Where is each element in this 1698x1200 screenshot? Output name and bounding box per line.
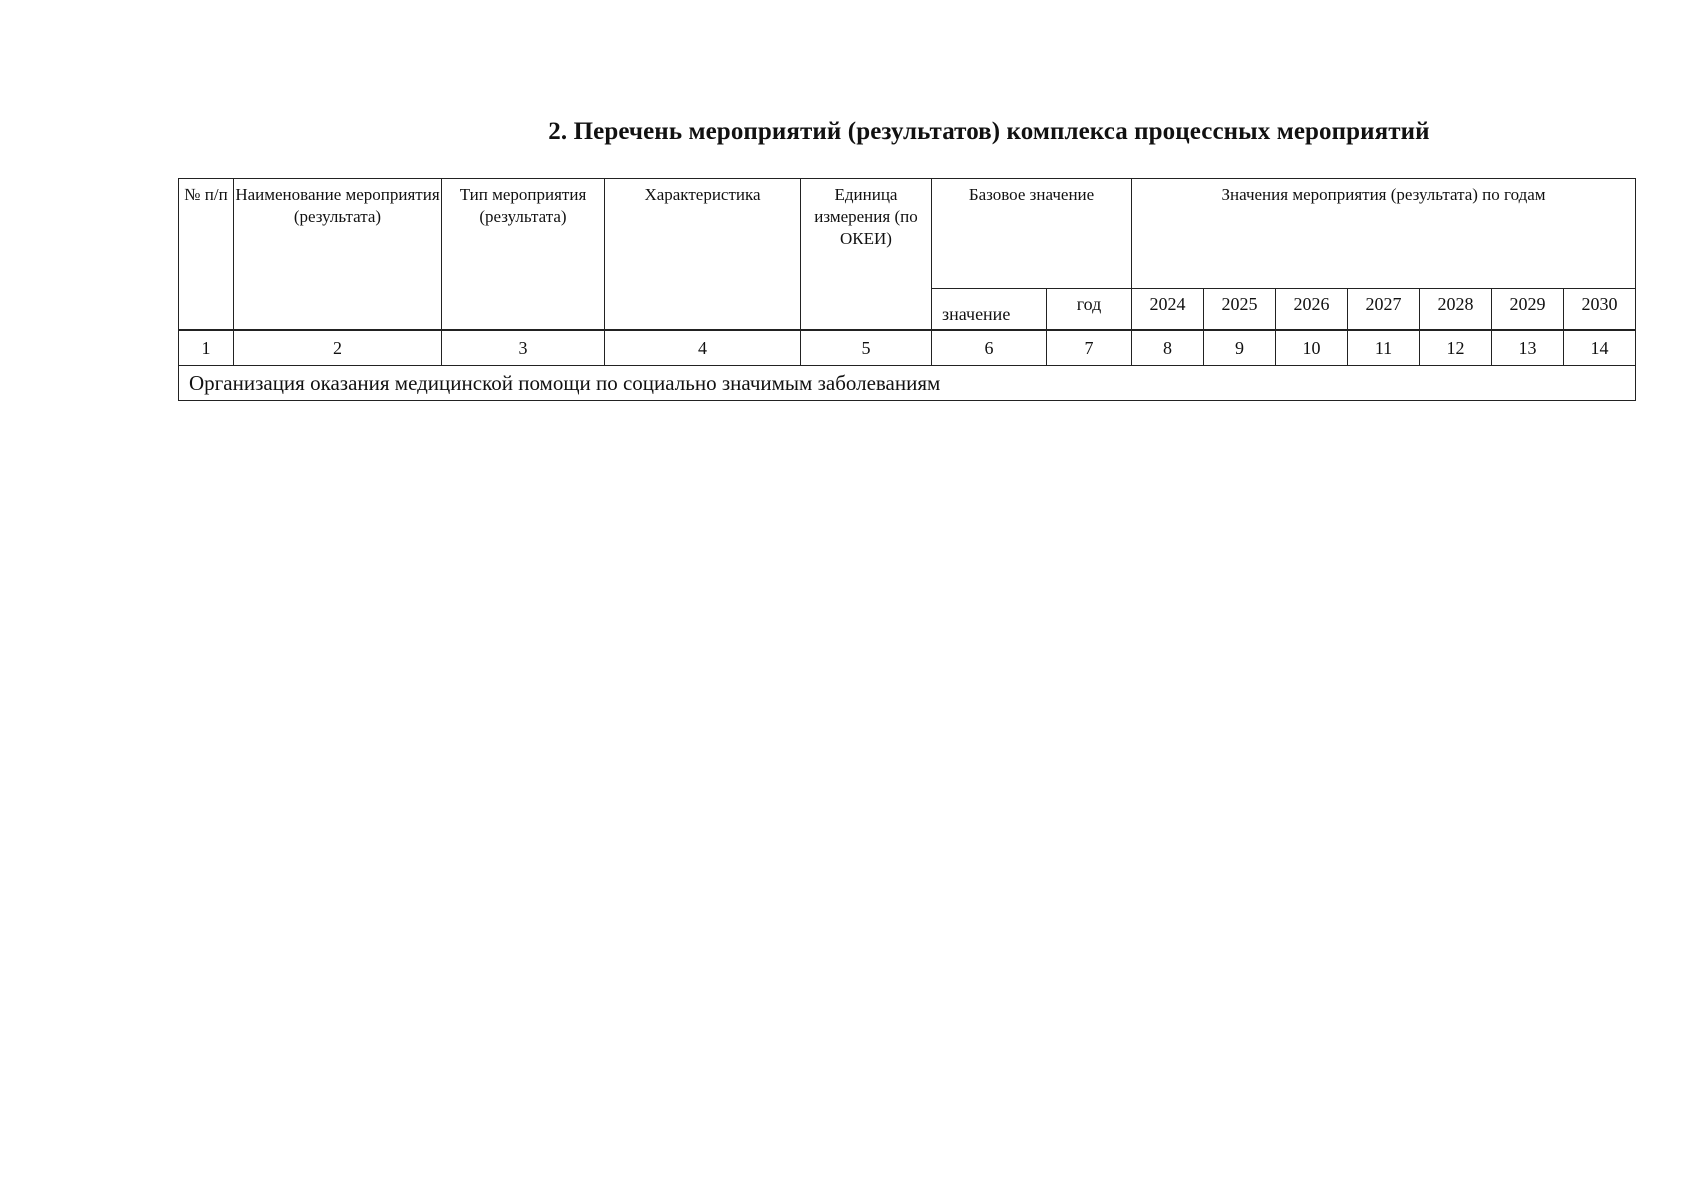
header-type: Тип мероприятия (результата) [442, 179, 605, 330]
column-number-cell: 12 [1420, 331, 1492, 366]
header-base-value: Базовое значение [932, 179, 1132, 289]
header-base-value-year: год [1047, 289, 1132, 330]
column-number-cell: 13 [1492, 331, 1564, 366]
header-unit: Единица измерения (по ОКЕИ) [801, 179, 932, 330]
header-year-2030: 2030 [1564, 289, 1636, 330]
column-number-cell: 14 [1564, 331, 1636, 366]
page-title-text: 2. Перечень мероприятий (результатов) комплекса процессных мероприятий [548, 118, 1430, 145]
column-number-cell: 4 [605, 331, 801, 366]
page-title [0, 118, 1698, 146]
column-number-cell: 9 [1204, 331, 1276, 366]
column-number-cell: 8 [1132, 331, 1204, 366]
column-number-cell: 3 [442, 331, 605, 366]
header-base-value-value: значение [932, 289, 1047, 330]
header-num: № п/п [179, 179, 234, 330]
column-number-cell: 10 [1276, 331, 1348, 366]
column-number-cell: 2 [234, 331, 442, 366]
column-numbers-row [179, 331, 1636, 366]
header-year-2027: 2027 [1348, 289, 1420, 330]
column-number-cell: 5 [801, 331, 932, 366]
header-year-2029: 2029 [1492, 289, 1564, 330]
header-year-2024: 2024 [1132, 289, 1204, 330]
column-number-cell: 7 [1047, 331, 1132, 366]
section-title-cell: Организация оказания медицинской помощи по социально значимым заболеваниям [179, 366, 1636, 401]
header-year-2025: 2025 [1204, 289, 1276, 330]
header-name: Наименование мероприятия (результата) [234, 179, 442, 330]
header-years-group: Значения мероприятия (результата) по годам [1132, 179, 1636, 289]
column-number-cell: 11 [1348, 331, 1420, 366]
activities-table-body [178, 330, 1636, 401]
column-number-cell: 1 [179, 331, 234, 366]
header-year-2028: 2028 [1420, 289, 1492, 330]
activities-table-header [178, 178, 1636, 330]
column-number-cell: 6 [932, 331, 1047, 366]
header-characteristic: Характеристика [605, 179, 801, 330]
section-row [179, 366, 1636, 401]
header-year-2026: 2026 [1276, 289, 1348, 330]
